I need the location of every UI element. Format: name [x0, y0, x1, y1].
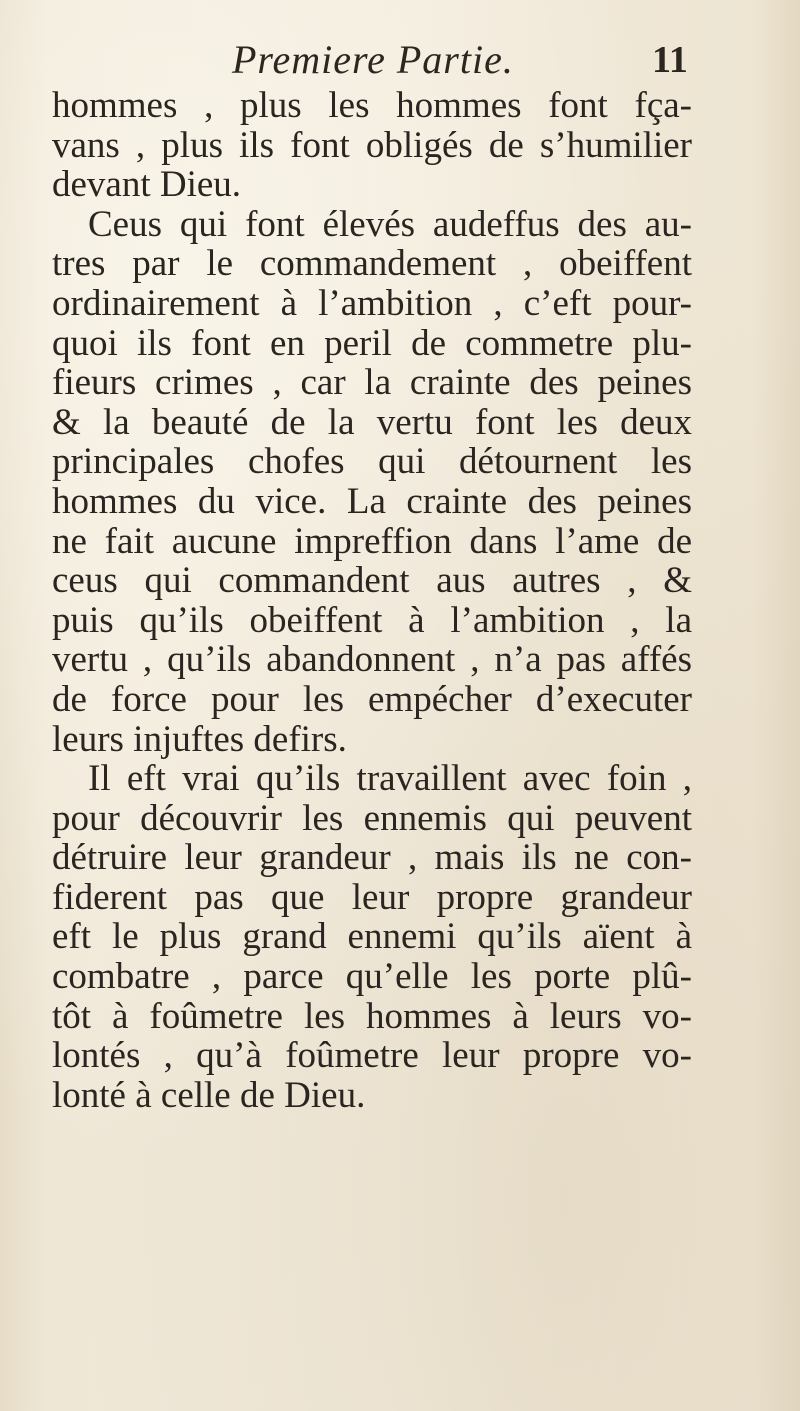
running-title: Premiere Partie.	[232, 37, 514, 82]
text-line: pour découvrir les ennemis qui peuvent	[52, 797, 692, 839]
text-line: lontés , qu’à foûmetre leur propre vo-	[52, 1035, 692, 1077]
text-line: de force pour les empécher d’executer	[52, 678, 692, 720]
text-line: leurs injuftes defirs.	[52, 718, 347, 760]
text-line: tres par le commandement , obeiffent	[52, 243, 692, 285]
text-line: principales chofes qui détournent les	[52, 441, 692, 483]
body-text	[52, 86, 692, 1115]
text-line: Ceus qui font élevés audeffus des au-	[88, 203, 692, 245]
text-line: vans , plus ils font obligés de s’humilier	[52, 124, 692, 166]
text-line: fieurs crimes , car la crainte des peines	[52, 362, 692, 404]
text-line: ne fait aucune impreffion dans l’ame de	[52, 520, 692, 562]
text-line: quoi ils font en peril de commetre plu-	[52, 322, 692, 364]
text-line: hommes du vice. La crainte des peines	[52, 480, 692, 522]
text-line: puis qu’ils obeiffent à l’ambition , la	[52, 599, 692, 641]
page-number: 11	[652, 39, 688, 81]
text-line: eft le plus grand ennemi qu’ils aïent à	[52, 916, 692, 958]
text-line: hommes , plus les hommes font fça-	[52, 85, 692, 126]
text-line: détruire leur grandeur , mais ils ne con-	[52, 837, 692, 879]
text-line: ceus qui commandent aus autres , &	[52, 560, 692, 602]
page-header	[0, 32, 800, 82]
text-line: lonté à celle de Dieu.	[52, 1074, 366, 1116]
text-line: & la beauté de la vertu font les deux	[52, 401, 692, 443]
text-line: devant Dieu.	[52, 164, 242, 206]
text-line: Il eft vrai qu’ils travaillent avec foin ,	[88, 758, 692, 800]
text-line: combatre , parce qu’elle les porte plû-	[52, 956, 692, 998]
text-line: vertu , qu’ils abandonnent , n’a pas affés	[52, 639, 692, 681]
text-line: ordinairement à l’ambition , c’eft pour-	[52, 282, 692, 324]
text-line: tôt à foûmetre les hommes à leurs vo-	[52, 995, 692, 1037]
text-line: fiderent pas que leur propre grandeur	[52, 876, 692, 918]
